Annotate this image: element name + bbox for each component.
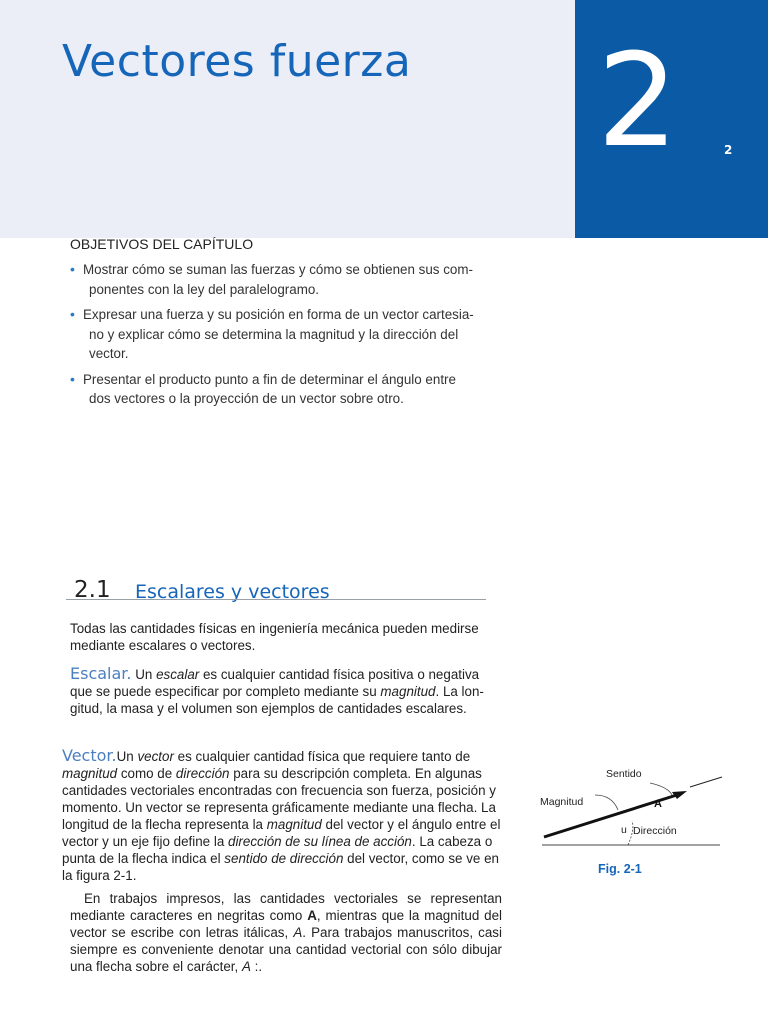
text-run: es cualquier cantidad física positiva o negativa que se puede especificar por completo mediante su	[70, 667, 480, 699]
objective-line: no y explicar cómo se determina la magnitud y la dirección del	[89, 326, 459, 342]
italic-run: dirección	[175, 766, 230, 781]
text-run: para su descripción completa. En algunas cantidades vectoriales encontradas con frecuencia son fuerza, posición y momento. Un vector se representa gráficamente mediante una flecha. La longitud de la flecha representa la	[62, 766, 496, 832]
sentido-leader	[650, 783, 672, 795]
text-run: En trabajos impresos, las cantidades vectoriales se representan mediante caracteres en negritas como	[70, 891, 502, 923]
italic-run: A	[241, 959, 251, 974]
objective-line: ponentes con la ley del paralelogramo.	[89, 281, 320, 297]
italic-run: A	[293, 925, 303, 940]
italic-run: dirección de su línea de acción	[228, 834, 412, 849]
text-run: , mientras que la magnitud del vector se escribe con letras itálicas,	[70, 908, 503, 940]
label-magnitud: Magnitud	[540, 796, 584, 808]
vector-paragraph	[62, 747, 506, 884]
italic-run: vector	[137, 749, 174, 764]
text-run: como de	[117, 766, 176, 781]
figure-caption: Fig. 2-1	[598, 862, 642, 876]
section-number: 2.1	[74, 577, 111, 603]
bold-run: A	[307, 908, 317, 923]
text-run: :.	[250, 959, 263, 974]
text-run: . La lon-gitud, la masa y el volumen son ejemplos de cantidades escalares.	[70, 684, 484, 716]
label-vector-a: A	[654, 798, 662, 810]
objectives-list	[70, 260, 500, 415]
text-run: del vector, como se ve en la figura 2-1.	[62, 851, 499, 883]
italic-run: escalar	[156, 667, 200, 682]
text-run: . Para trabajos manuscritos, casi siempre es conveniente denotar una cantidad vectorial con sólo dibujar una flecha sobre el carácter,	[70, 925, 502, 974]
bullet-icon: •	[70, 306, 75, 322]
italic-run: magnitud	[380, 684, 436, 699]
text-run: . La cabeza o punta de la flecha indica el	[62, 834, 493, 866]
chapter-small-number: 2	[724, 143, 733, 157]
italic-run: magnitud	[266, 817, 322, 832]
objective-line: Presentar el producto punto a fin de determinar el ángulo entre	[83, 371, 456, 387]
text-run: del vector y el ángulo entre el vector y un eje fijo define la	[62, 817, 501, 849]
vector-term: Vector.	[62, 746, 117, 765]
objective-line: Expresar una fuerza y su posición en forma de un vector cartesia-	[83, 307, 474, 322]
text-run: es cualquier cantidad física que requiere tanto de	[173, 749, 471, 764]
magnitud-leader	[595, 795, 618, 810]
vector-arrowhead	[672, 791, 687, 799]
label-sentido: Sentido	[606, 768, 642, 780]
section-title: Escalares y vectores	[135, 581, 330, 603]
label-direccion: Dirección	[633, 825, 677, 837]
label-u: u	[621, 824, 627, 836]
section-divider	[66, 599, 486, 600]
objective-item	[70, 305, 500, 364]
scalar-paragraph	[70, 665, 502, 717]
chapter-number: 2	[597, 27, 679, 176]
chapter-title: Vectores fuerza	[62, 36, 412, 87]
objective-line: vector.	[89, 346, 129, 361]
printed-notation-paragraph	[70, 890, 502, 975]
italic-run: sentido de dirección	[224, 851, 344, 866]
text-run: Un	[116, 749, 138, 764]
italic-run: magnitud	[62, 766, 118, 781]
objective-line: Mostrar cómo se suman las fuerzas y cómo se obtienen sus com-	[83, 262, 473, 277]
objectives-heading: OBJETIVOS DEL CAPÍTULO	[70, 236, 254, 252]
text-run: Un	[131, 667, 157, 682]
intro-paragraph: Todas las cantidades físicas en ingeniería mecánica pueden medirse mediante escalares o vectores.	[70, 621, 479, 653]
bullet-icon: •	[70, 261, 75, 277]
objective-item	[70, 260, 500, 299]
vector-figure	[540, 765, 730, 850]
objective-item	[70, 370, 500, 409]
bullet-icon: •	[70, 370, 75, 387]
line-of-action	[690, 777, 722, 787]
objective-line: dos vectores o la proyección de un vector sobre otro.	[89, 391, 404, 406]
scalar-term: Escalar.	[70, 664, 132, 683]
